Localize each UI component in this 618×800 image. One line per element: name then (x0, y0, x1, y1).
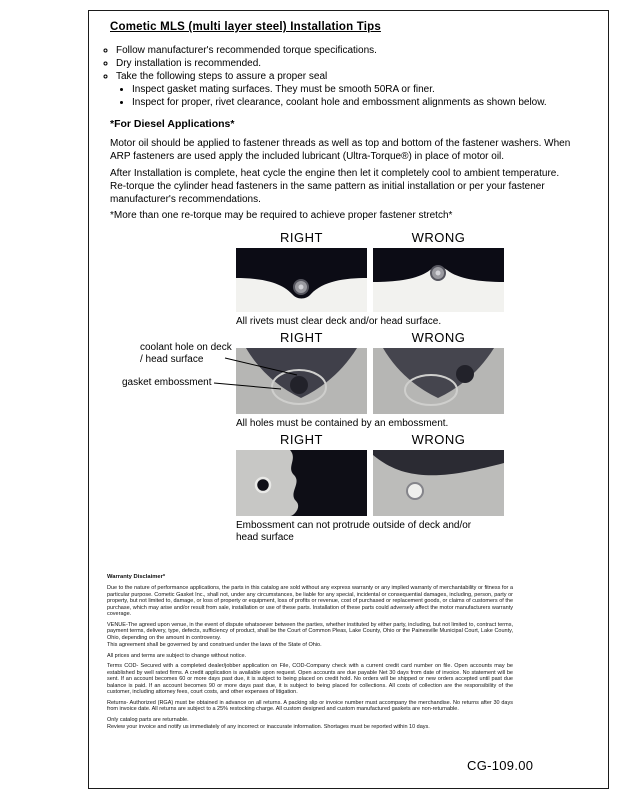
right-label: RIGHT (280, 230, 323, 245)
rivet-wrong-image (373, 248, 504, 312)
tips-list (116, 44, 594, 83)
tip-item: ◦ Follow manufacturer's recommended torque specifications. (116, 44, 594, 57)
protrusion-wrong-illustration (373, 450, 504, 516)
protrusion-right-illustration (236, 450, 367, 516)
wrong-label: WRONG (411, 432, 466, 447)
wrong-label: WRONG (411, 330, 466, 345)
tip-subitem: • Inspect for proper, rivet clearance, coolant hole and embossment alignments as shown below. (132, 96, 594, 109)
tip-subitem: • Inspect gasket mating surfaces. They must be smooth 50RA or finer. (132, 83, 594, 96)
annotation-pointer-lines (210, 350, 310, 395)
warranty-disclaimer-section (107, 574, 513, 735)
right-label: RIGHT (280, 330, 323, 345)
invoice-review-line: Review your invoice and notify us immediately of any incorrect or inaccurate information. Shortages must be reported within 10 days. (107, 724, 430, 731)
rivet-right-image (236, 248, 367, 312)
retorque-note: *More than one re-torque may be required to achieve proper fastener stretch* (110, 210, 453, 221)
wrong-label: WRONG (411, 230, 466, 245)
figure-embossment-protrusion (236, 432, 504, 544)
terms-paragraph: Terms COD- Secured with a completed dealer/jobber application on File, COD-Company check with a current credit card number on file. Open accounts may be established by well rated firms. A credit application is available upon request. Open accounts are due payable Net 30 days from date of invoice. No statement will be sent. If an account becomes 60 or more days past due, it is subject to being placed on credit hold. No orders will be shipped or new orders accepted until past due balance is paid. If an account becomes 90 or more days past due, it is subject to being placed for collections. All costs of collection are the responsibility of the customer, including attorney fees, court costs, and other expenses of litigation. (107, 663, 513, 696)
right-label: RIGHT (280, 432, 323, 447)
catalog-parts-line: Only catalog parts are returnable. (107, 717, 189, 724)
rivet-right-illustration (236, 248, 367, 312)
rivet-wrong-illustration (373, 248, 504, 312)
figure-rivets (236, 230, 504, 328)
tips-sublist (132, 83, 594, 109)
page-title: Cometic MLS (multi layer steel) Installation Tips (110, 21, 381, 33)
diesel-paragraph-2: After Installation is complete, heat cycle the engine then let it completely cool to ambient temperature. Re-torque the cylinder head fasteners in the same pattern as initial installation or per your fastener manufacturer's recommendations. (110, 168, 560, 205)
tip-item: ◦ Take the following steps to assure a proper seal (116, 70, 594, 83)
catalog-page-number: CG-109.00 (467, 758, 534, 773)
warranty-paragraph: Due to the nature of performance applications, the parts in this catalog are sold without any express warranty or any implied warranty of merchantability or fitness for a particular purpose. Cometic Gasket Inc., shall not, under any circumstances, be liable for any special, incidental or consequential damages, including, person, party or property, but not limited to, damage, or loss of property or equipment, loss of profits or revenue, cost of purchased or replacement goods, or claims of customers of the purchase, which may arise and/or result from sale, installation or use of these parts. Installation of these parts could adversely affect the motor manufacturers warranty coverage. (107, 585, 513, 618)
venue-paragraph: VENUE-The agreed upon venue, in the event of dispute whatsoever between the parties, whether instituted by either party, including, but not limited to, contract terms, payment terms, delivery, type, defects, sufficiency of product, shall be the Court of Common Pleas, Lake County, Ohio or the Painesville Municipal Court, Lake County, Ohio, depending on the amount in controversy. (107, 621, 513, 641)
tip-item: ◦ Dry installation is recommended. (116, 57, 594, 70)
protrusion-right-image (236, 450, 367, 516)
protrusion-caption: Embossment can not protrude outside of deck and/or head surface (236, 520, 472, 543)
diesel-paragraph-1: Motor oil should be applied to fastener threads as well as top and bottom of the fastener washers. When ARP fasteners are used apply the included lubricant (Ultra-Torque®) in place of motor oil. (110, 138, 571, 162)
venue-paragraph-continued: This agreement shall be governed by and construed under the laws of the State of Ohio. (107, 641, 322, 648)
hole-wrong-image (373, 348, 504, 414)
prices-paragraph: All prices and terms are subject to change without notice. (107, 652, 247, 659)
rivet-caption: All rivets must clear deck and/or head surface. (236, 316, 442, 327)
warranty-heading: Warranty Disclaimer* (107, 574, 166, 580)
coolant-hole-annotation: coolant hole on deck / head surface (140, 342, 232, 365)
hole-wrong-illustration (373, 348, 504, 414)
hole-caption: All holes must be contained by an embossment. (236, 418, 449, 429)
gasket-embossment-annotation: gasket embossment (122, 377, 212, 388)
diesel-applications-heading: *For Diesel Applications* (110, 118, 235, 130)
returns-paragraph: Returns- Authorized (RGA) must be obtained in advance on all returns. A packing slip or invoice number must accompany the merchandise. No returns after 30 days from invoice date. All returns are subject to a 25% restocking charge. All custom designed and custom manufactured gaskets are non-returnable. (107, 700, 513, 713)
protrusion-wrong-image (373, 450, 504, 516)
